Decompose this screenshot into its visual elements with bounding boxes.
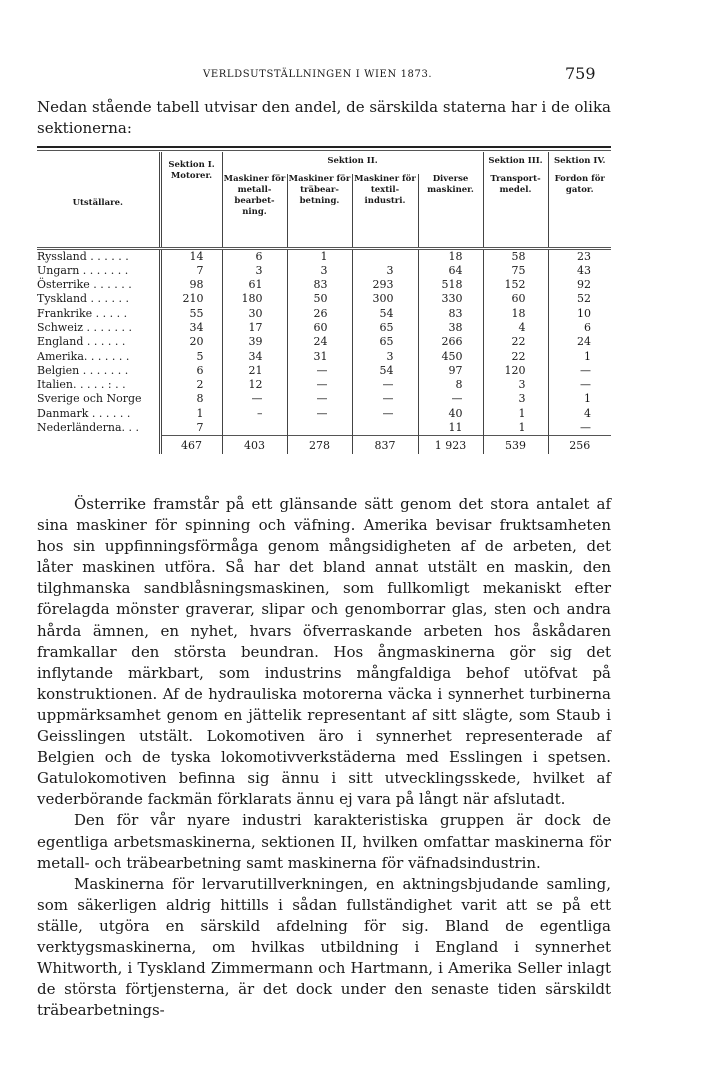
value-cell: 65	[352, 335, 418, 349]
value-cell: 8	[160, 392, 222, 406]
header-section1-title: Sektion I.	[168, 160, 215, 170]
total-cell: 837	[352, 436, 418, 454]
table-row	[37, 264, 611, 278]
table-row	[37, 364, 611, 378]
value-cell: 152	[483, 278, 548, 292]
total-cell: 278	[287, 436, 352, 454]
value-cell	[287, 421, 352, 436]
value-cell: 75	[483, 264, 548, 278]
value-cell: 300	[352, 292, 418, 306]
value-cell: —	[352, 378, 418, 392]
value-cell: 92	[548, 278, 611, 292]
value-cell: —	[352, 407, 418, 421]
value-cell: 518	[418, 278, 483, 292]
country-name: England . . . . . .	[37, 335, 126, 349]
table-row	[37, 407, 611, 421]
value-cell: 210	[160, 292, 222, 306]
value-cell: 97	[418, 364, 483, 378]
running-head-title: VERLDSUTSTÄLLNINGEN I WIEN 1873.	[203, 69, 433, 80]
paragraph: Österrike framstår på ett glänsande sätt genom det stora antalet af sina maskiner för spinning och väfning. Amerika bevisar fruktsamheten hos sin uppfinningsförmåga genom mångsidigheten af de arbeten, det låter maskinen utföra. Så har det bland annat utstält en maskin, den tilghmanska sandblåsningsmaskinen, som fullkomligt mekaniskt efter förelagda mönster graverar, slipar och genomborrar glas, sten och andra hårda ämnen, en nyhet, hvars öfverraskande arbeten hos åskådaren framkallar den största beundran. Hos ångmaskinerna gör sig det inflytande märkbart, som industrins mångfaldiga behof utöfvat på konstruktionen. Af de hydrauliska motorerna väcka i synnerhet turbinerna uppmärksamhet genom en jättelik representant af sitt slägte, som Staub i Geisslingen utstält. Lokomotiven äro i synnerhet representerade af Belgien och de tyska lokomotivverkstäderna med Esslingen i spetsen. Gatulokomotiven befinna sig ännu i sitt utvecklingsskede, hvilket af vederbörande fackmän förklarats ännu ej vara på långt när afslutadt.	[37, 495, 611, 809]
table-row	[37, 292, 611, 306]
value-cell: —	[287, 407, 352, 421]
value-cell: 1	[483, 421, 548, 436]
value-cell: —	[287, 378, 352, 392]
value-cell: 17	[222, 321, 287, 335]
value-cell: 293	[352, 278, 418, 292]
value-cell: 3	[483, 378, 548, 392]
total-cell: 539	[483, 436, 548, 454]
value-cell: 14	[160, 248, 222, 264]
value-cell: —	[548, 364, 611, 378]
value-cell: 10	[548, 307, 611, 321]
value-cell: —	[352, 392, 418, 406]
header-metal: Maskiner för metall-bearbet-ning.	[222, 174, 287, 236]
table-top-rule	[37, 146, 611, 148]
value-cell: 60	[483, 292, 548, 306]
country-name: Italien. . . . . : . .	[37, 378, 126, 392]
page-number: 759	[565, 64, 596, 83]
table-row	[37, 350, 611, 364]
country-name: Belgien . . . . . . .	[37, 363, 129, 377]
value-cell: 7	[160, 421, 222, 436]
value-cell: 3	[352, 264, 418, 278]
value-cell: —	[287, 392, 352, 406]
value-cell: 55	[160, 307, 222, 321]
value-cell	[352, 248, 418, 264]
value-cell: 18	[483, 307, 548, 321]
header-section4	[548, 152, 611, 236]
value-cell: 8	[418, 378, 483, 392]
value-cell: 60	[287, 321, 352, 335]
value-cell: –	[222, 407, 287, 421]
value-cell	[352, 421, 418, 436]
value-cell: 3	[483, 392, 548, 406]
table-row	[37, 421, 611, 436]
header-wood: Maskiner för träbear-betning.	[287, 174, 352, 236]
value-cell: 1	[160, 407, 222, 421]
country-name: Österrike . . . . . .	[37, 278, 132, 292]
header-section3-sub: Transport-medel.	[490, 174, 541, 195]
paragraph: Den för vår nyare industri karakteristiska gruppen är dock de egentliga arbetsmaskinerna, sektionen II, hvilken omfattar maskinerna för metall- och träbearbetning samt maskinerna för väfnadsindustrin.	[37, 811, 611, 872]
value-cell: 31	[287, 350, 352, 364]
value-cell: 83	[287, 278, 352, 292]
header-textile: Maskiner för textil-industri.	[352, 174, 418, 236]
value-cell: —	[418, 392, 483, 406]
body-text	[37, 494, 611, 1021]
header-section3-title: Sektion III.	[488, 156, 543, 166]
value-cell	[222, 421, 287, 436]
value-cell: 58	[483, 248, 548, 264]
header-section3	[483, 152, 548, 236]
value-cell: —	[287, 364, 352, 378]
value-cell: 34	[160, 321, 222, 335]
value-cell: 83	[418, 307, 483, 321]
value-cell: 22	[483, 335, 548, 349]
total-cell: 256	[548, 436, 611, 454]
value-cell: 330	[418, 292, 483, 306]
paragraph: Maskinerna för lervarutillverkningen, en aktningsbjudande samling, som säkerligen aldrig hittills i sådan fullständighet varit att se på ett ställe, utgöra en särskild afdelning för sig. Bland de egentliga verktygsmaskinerna, om hvilkas utbildning i England i synnerhet Whitworth, i Tyskland Zimmermann och Hartmann, i Amerika Seller inlagt de största förtjensterna, är det dock under den senaste tiden särskildt träbearbetnings-	[37, 874, 611, 1020]
total-cell: 403	[222, 436, 287, 454]
country-name: Frankrike . . . . .	[37, 306, 128, 320]
header-exhibitors: Utställare.	[72, 197, 123, 208]
country-name: Nederländerna. . .	[37, 421, 140, 435]
value-cell: 50	[287, 292, 352, 306]
running-head	[0, 64, 704, 87]
value-cell: 18	[418, 248, 483, 264]
total-cell: 1 923	[418, 436, 483, 454]
value-cell: —	[222, 392, 287, 406]
value-cell: 54	[352, 307, 418, 321]
value-cell: 180	[222, 292, 287, 306]
value-cell: 12	[222, 378, 287, 392]
value-cell: 266	[418, 335, 483, 349]
value-cell: 39	[222, 335, 287, 349]
country-name: Ryssland . . . . . .	[37, 249, 129, 263]
table-row	[37, 307, 611, 321]
header-section2: Sektion II.	[222, 152, 483, 174]
table-row	[37, 392, 611, 406]
country-name: Ungarn . . . . . . .	[37, 263, 129, 277]
value-cell: 43	[548, 264, 611, 278]
header-section1	[160, 152, 222, 236]
value-cell: 3	[222, 264, 287, 278]
value-cell: —	[548, 378, 611, 392]
country-name: Schweiz . . . . . . .	[37, 320, 132, 334]
value-cell: 38	[418, 321, 483, 335]
value-cell: 1	[483, 407, 548, 421]
value-cell: 22	[483, 350, 548, 364]
country-name: Amerika. . . . . . .	[37, 349, 130, 363]
value-cell: 52	[548, 292, 611, 306]
country-name: Danmark . . . . . .	[37, 406, 131, 420]
intro-paragraph: Nedan stående tabell utvisar den andel, de särskilda staterna har i de olika sektionerna:	[37, 98, 611, 137]
value-cell: 30	[222, 307, 287, 321]
header-section4-sub: Fordon för gator.	[554, 174, 605, 195]
value-cell: 65	[352, 321, 418, 335]
value-cell: 6	[160, 364, 222, 378]
value-cell: 21	[222, 364, 287, 378]
value-cell: 2	[160, 378, 222, 392]
value-cell: —	[548, 421, 611, 436]
value-cell: 5	[160, 350, 222, 364]
value-cell: 3	[287, 264, 352, 278]
value-cell: 98	[160, 278, 222, 292]
value-cell: 4	[548, 407, 611, 421]
value-cell: 34	[222, 350, 287, 364]
table-row	[37, 335, 611, 349]
total-cell: 467	[160, 436, 222, 454]
value-cell: 64	[418, 264, 483, 278]
table-row	[37, 248, 611, 264]
value-cell: 6	[222, 248, 287, 264]
value-cell: 23	[548, 248, 611, 264]
header-misc: Diverse maskiner.	[418, 174, 483, 236]
value-cell: 3	[352, 350, 418, 364]
header-section4-title: Sektion IV.	[554, 156, 606, 166]
table-row	[37, 378, 611, 392]
value-cell: 20	[160, 335, 222, 349]
value-cell: 1	[287, 248, 352, 264]
country-name: Sverige och Norge	[37, 392, 142, 406]
table-row	[37, 321, 611, 335]
value-cell: 61	[222, 278, 287, 292]
table-body	[37, 248, 611, 436]
value-cell: 1	[548, 350, 611, 364]
value-cell: 4	[483, 321, 548, 335]
value-cell: 11	[418, 421, 483, 436]
value-cell: 6	[548, 321, 611, 335]
country-name: Tyskland . . . . . .	[37, 292, 130, 306]
value-cell: 450	[418, 350, 483, 364]
value-cell: 24	[287, 335, 352, 349]
value-cell: 54	[352, 364, 418, 378]
value-cell: 24	[548, 335, 611, 349]
table-row	[37, 278, 611, 292]
value-cell: 26	[287, 307, 352, 321]
header-section1-sub: Motorer.	[170, 171, 213, 181]
value-cell: 7	[160, 264, 222, 278]
value-cell: 1	[548, 392, 611, 406]
totals-row	[37, 436, 611, 454]
table-top-rule-thin	[37, 150, 611, 151]
value-cell: 120	[483, 364, 548, 378]
value-cell: 40	[418, 407, 483, 421]
